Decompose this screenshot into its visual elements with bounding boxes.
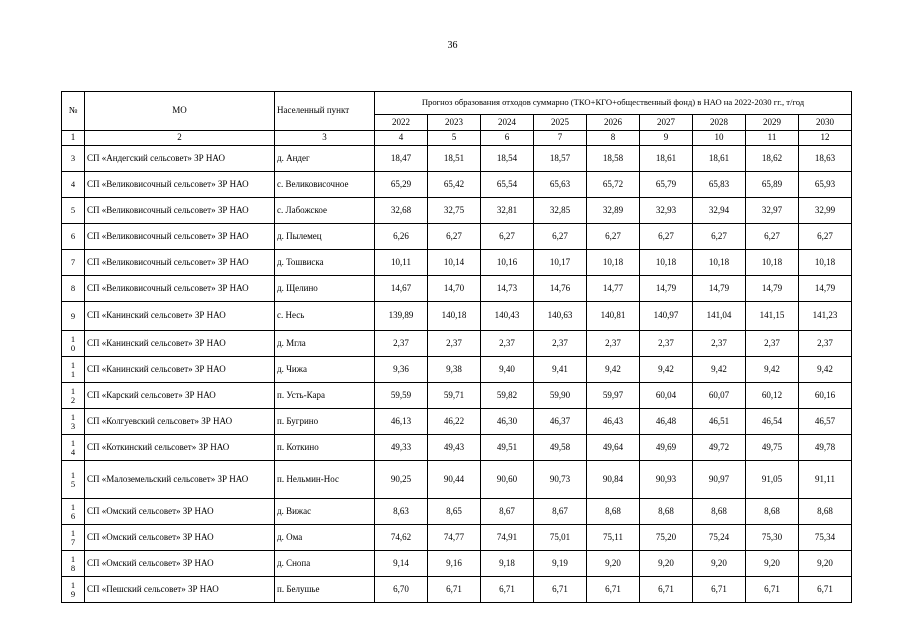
settlement-cell: д. Ома bbox=[275, 525, 375, 551]
header-num: № bbox=[62, 92, 85, 131]
settlement-cell: с. Лабожское bbox=[275, 198, 375, 224]
column-index-cell: 5 bbox=[428, 131, 481, 146]
row-number: 9 bbox=[62, 302, 85, 331]
municipality-cell: СП «Великовисочный сельсовет» ЗР НАО bbox=[85, 250, 275, 276]
page-number: 36 bbox=[447, 40, 458, 51]
value-cell: 9,42 bbox=[799, 357, 852, 383]
value-cell: 9,42 bbox=[693, 357, 746, 383]
value-cell: 6,71 bbox=[428, 577, 481, 603]
value-cell: 10,18 bbox=[746, 250, 799, 276]
value-cell: 8,68 bbox=[587, 499, 640, 525]
value-cell: 6,27 bbox=[481, 224, 534, 250]
value-cell: 141,04 bbox=[693, 302, 746, 331]
value-cell: 6,27 bbox=[693, 224, 746, 250]
year-header: 2026 bbox=[587, 115, 640, 131]
value-cell: 74,62 bbox=[375, 525, 428, 551]
value-cell: 8,65 bbox=[428, 499, 481, 525]
value-cell: 49,69 bbox=[640, 435, 693, 461]
value-cell: 6,71 bbox=[534, 577, 587, 603]
value-cell: 90,97 bbox=[693, 461, 746, 499]
column-index-cell: 4 bbox=[375, 131, 428, 146]
value-cell: 65,83 bbox=[693, 172, 746, 198]
value-cell: 46,43 bbox=[587, 409, 640, 435]
value-cell: 139,89 bbox=[375, 302, 428, 331]
column-index-cell: 7 bbox=[534, 131, 587, 146]
settlement-cell: д. Вижас bbox=[275, 499, 375, 525]
value-cell: 75,20 bbox=[640, 525, 693, 551]
value-cell: 6,26 bbox=[375, 224, 428, 250]
settlement-cell: д. Чижа bbox=[275, 357, 375, 383]
municipality-cell: СП «Коткинский сельсовет» ЗР НАО bbox=[85, 435, 275, 461]
row-number: 8 bbox=[62, 276, 85, 302]
value-cell: 49,64 bbox=[587, 435, 640, 461]
row-number: 1 4 bbox=[62, 435, 85, 461]
header-settlement: Населенный пункт bbox=[275, 92, 375, 131]
value-cell: 32,81 bbox=[481, 198, 534, 224]
value-cell: 141,23 bbox=[799, 302, 852, 331]
column-index-cell: 11 bbox=[746, 131, 799, 146]
year-header: 2022 bbox=[375, 115, 428, 131]
value-cell: 32,68 bbox=[375, 198, 428, 224]
value-cell: 60,16 bbox=[799, 383, 852, 409]
value-cell: 10,18 bbox=[799, 250, 852, 276]
value-cell: 8,68 bbox=[746, 499, 799, 525]
value-cell: 49,78 bbox=[799, 435, 852, 461]
value-cell: 6,71 bbox=[587, 577, 640, 603]
row-number: 1 5 bbox=[62, 461, 85, 499]
municipality-cell: СП «Великовисочный сельсовет» ЗР НАО bbox=[85, 276, 275, 302]
municipality-cell: СП «Андегский сельсовет» ЗР НАО bbox=[85, 146, 275, 172]
municipality-cell: СП «Карский сельсовет» ЗР НАО bbox=[85, 383, 275, 409]
value-cell: 46,30 bbox=[481, 409, 534, 435]
settlement-cell: д. Тошвиска bbox=[275, 250, 375, 276]
value-cell: 14,70 bbox=[428, 276, 481, 302]
value-cell: 6,27 bbox=[428, 224, 481, 250]
municipality-cell: СП «Омский сельсовет» ЗР НАО bbox=[85, 551, 275, 577]
value-cell: 90,84 bbox=[587, 461, 640, 499]
value-cell: 32,94 bbox=[693, 198, 746, 224]
value-cell: 8,68 bbox=[693, 499, 746, 525]
value-cell: 90,60 bbox=[481, 461, 534, 499]
value-cell: 60,12 bbox=[746, 383, 799, 409]
column-index-cell: 3 bbox=[275, 131, 375, 146]
value-cell: 18,61 bbox=[640, 146, 693, 172]
settlement-cell: п. Коткино bbox=[275, 435, 375, 461]
value-cell: 74,77 bbox=[428, 525, 481, 551]
value-cell: 14,76 bbox=[534, 276, 587, 302]
value-cell: 46,51 bbox=[693, 409, 746, 435]
value-cell: 75,34 bbox=[799, 525, 852, 551]
municipality-cell: СП «Великовисочный сельсовет» ЗР НАО bbox=[85, 198, 275, 224]
value-cell: 9,16 bbox=[428, 551, 481, 577]
value-cell: 75,30 bbox=[746, 525, 799, 551]
value-cell: 6,70 bbox=[375, 577, 428, 603]
value-cell: 46,48 bbox=[640, 409, 693, 435]
value-cell: 141,15 bbox=[746, 302, 799, 331]
value-cell: 10,14 bbox=[428, 250, 481, 276]
table-row bbox=[62, 224, 852, 250]
column-index-cell: 2 bbox=[85, 131, 275, 146]
municipality-cell: СП «Омский сельсовет» ЗР НАО bbox=[85, 499, 275, 525]
year-header: 2028 bbox=[693, 115, 746, 131]
settlement-cell: п. Усть-Кара bbox=[275, 383, 375, 409]
value-cell: 18,61 bbox=[693, 146, 746, 172]
value-cell: 65,42 bbox=[428, 172, 481, 198]
value-cell: 6,71 bbox=[799, 577, 852, 603]
municipality-cell: СП «Колгуевский сельсовет» ЗР НАО bbox=[85, 409, 275, 435]
value-cell: 9,42 bbox=[746, 357, 799, 383]
column-index-cell: 1 bbox=[62, 131, 85, 146]
value-cell: 18,63 bbox=[799, 146, 852, 172]
header-mo: МО bbox=[85, 92, 275, 131]
row-number: 1 3 bbox=[62, 409, 85, 435]
value-cell: 59,90 bbox=[534, 383, 587, 409]
table-row bbox=[62, 302, 852, 331]
value-cell: 32,97 bbox=[746, 198, 799, 224]
header-row bbox=[62, 92, 852, 115]
table-row bbox=[62, 276, 852, 302]
value-cell: 2,37 bbox=[534, 331, 587, 357]
row-number: 7 bbox=[62, 250, 85, 276]
value-cell: 65,63 bbox=[534, 172, 587, 198]
table-row bbox=[62, 409, 852, 435]
value-cell: 2,37 bbox=[746, 331, 799, 357]
value-cell: 9,36 bbox=[375, 357, 428, 383]
settlement-cell: п. Бугрино bbox=[275, 409, 375, 435]
column-index-cell: 10 bbox=[693, 131, 746, 146]
value-cell: 140,18 bbox=[428, 302, 481, 331]
waste-forecast-table bbox=[61, 91, 852, 603]
year-header: 2023 bbox=[428, 115, 481, 131]
value-cell: 14,77 bbox=[587, 276, 640, 302]
value-cell: 65,93 bbox=[799, 172, 852, 198]
value-cell: 6,27 bbox=[587, 224, 640, 250]
row-number: 6 bbox=[62, 224, 85, 250]
municipality-cell: СП «Канинский сельсовет» ЗР НАО bbox=[85, 302, 275, 331]
value-cell: 32,85 bbox=[534, 198, 587, 224]
value-cell: 9,20 bbox=[640, 551, 693, 577]
municipality-cell: СП «Омский сельсовет» ЗР НАО bbox=[85, 525, 275, 551]
value-cell: 140,43 bbox=[481, 302, 534, 331]
settlement-cell: п. Белушье bbox=[275, 577, 375, 603]
column-index-cell: 6 bbox=[481, 131, 534, 146]
value-cell: 9,14 bbox=[375, 551, 428, 577]
value-cell: 32,93 bbox=[640, 198, 693, 224]
column-index-cell: 8 bbox=[587, 131, 640, 146]
value-cell: 59,59 bbox=[375, 383, 428, 409]
value-cell: 6,27 bbox=[640, 224, 693, 250]
row-number: 1 2 bbox=[62, 383, 85, 409]
value-cell: 90,25 bbox=[375, 461, 428, 499]
value-cell: 91,11 bbox=[799, 461, 852, 499]
value-cell: 75,24 bbox=[693, 525, 746, 551]
header-forecast: Прогноз образования отходов суммарно (ТКО+КГО+общественный фонд) в НАО на 2022-2030 гг., т/год bbox=[375, 92, 852, 115]
value-cell: 10,18 bbox=[587, 250, 640, 276]
municipality-cell: СП «Канинский сельсовет» ЗР НАО bbox=[85, 357, 275, 383]
year-header: 2027 bbox=[640, 115, 693, 131]
value-cell: 91,05 bbox=[746, 461, 799, 499]
value-cell: 8,68 bbox=[799, 499, 852, 525]
table-row bbox=[62, 383, 852, 409]
value-cell: 14,67 bbox=[375, 276, 428, 302]
table-row bbox=[62, 461, 852, 499]
row-number: 3 bbox=[62, 146, 85, 172]
value-cell: 8,63 bbox=[375, 499, 428, 525]
settlement-cell: д. Мгла bbox=[275, 331, 375, 357]
value-cell: 140,81 bbox=[587, 302, 640, 331]
value-cell: 9,38 bbox=[428, 357, 481, 383]
value-cell: 6,27 bbox=[799, 224, 852, 250]
value-cell: 9,20 bbox=[746, 551, 799, 577]
value-cell: 9,18 bbox=[481, 551, 534, 577]
year-header: 2030 bbox=[799, 115, 852, 131]
value-cell: 65,72 bbox=[587, 172, 640, 198]
value-cell: 6,27 bbox=[534, 224, 587, 250]
row-number: 1 7 bbox=[62, 525, 85, 551]
value-cell: 49,43 bbox=[428, 435, 481, 461]
settlement-cell: с. Несь bbox=[275, 302, 375, 331]
value-cell: 14,79 bbox=[640, 276, 693, 302]
value-cell: 14,79 bbox=[693, 276, 746, 302]
value-cell: 14,79 bbox=[799, 276, 852, 302]
value-cell: 2,37 bbox=[693, 331, 746, 357]
municipality-cell: СП «Великовисочный сельсовет» ЗР НАО bbox=[85, 224, 275, 250]
value-cell: 65,79 bbox=[640, 172, 693, 198]
value-cell: 6,71 bbox=[746, 577, 799, 603]
value-cell: 49,75 bbox=[746, 435, 799, 461]
row-number: 1 6 bbox=[62, 499, 85, 525]
table-row bbox=[62, 331, 852, 357]
value-cell: 65,54 bbox=[481, 172, 534, 198]
value-cell: 49,58 bbox=[534, 435, 587, 461]
value-cell: 10,17 bbox=[534, 250, 587, 276]
municipality-cell: СП «Канинский сельсовет» ЗР НАО bbox=[85, 331, 275, 357]
value-cell: 14,73 bbox=[481, 276, 534, 302]
value-cell: 18,57 bbox=[534, 146, 587, 172]
row-number: 1 1 bbox=[62, 357, 85, 383]
value-cell: 6,71 bbox=[481, 577, 534, 603]
value-cell: 49,51 bbox=[481, 435, 534, 461]
value-cell: 2,37 bbox=[799, 331, 852, 357]
value-cell: 8,67 bbox=[534, 499, 587, 525]
value-cell: 6,27 bbox=[746, 224, 799, 250]
value-cell: 18,62 bbox=[746, 146, 799, 172]
value-cell: 49,33 bbox=[375, 435, 428, 461]
value-cell: 18,47 bbox=[375, 146, 428, 172]
value-cell: 10,18 bbox=[693, 250, 746, 276]
value-cell: 9,20 bbox=[587, 551, 640, 577]
municipality-cell: СП «Малоземельский сельсовет» ЗР НАО bbox=[85, 461, 275, 499]
value-cell: 10,18 bbox=[640, 250, 693, 276]
table-row bbox=[62, 499, 852, 525]
table-row bbox=[62, 198, 852, 224]
value-cell: 10,11 bbox=[375, 250, 428, 276]
value-cell: 90,44 bbox=[428, 461, 481, 499]
value-cell: 59,97 bbox=[587, 383, 640, 409]
settlement-cell: п. Нельмин-Нос bbox=[275, 461, 375, 499]
municipality-cell: СП «Великовисочный сельсовет» ЗР НАО bbox=[85, 172, 275, 198]
column-index-cell: 9 bbox=[640, 131, 693, 146]
value-cell: 60,04 bbox=[640, 383, 693, 409]
row-number: 4 bbox=[62, 172, 85, 198]
value-cell: 140,97 bbox=[640, 302, 693, 331]
table-row bbox=[62, 551, 852, 577]
value-cell: 8,67 bbox=[481, 499, 534, 525]
value-cell: 18,51 bbox=[428, 146, 481, 172]
value-cell: 2,37 bbox=[428, 331, 481, 357]
table-row bbox=[62, 525, 852, 551]
settlement-cell: д. Андег bbox=[275, 146, 375, 172]
value-cell: 90,73 bbox=[534, 461, 587, 499]
value-cell: 75,01 bbox=[534, 525, 587, 551]
settlement-cell: д. Щелино bbox=[275, 276, 375, 302]
column-index-row bbox=[62, 131, 852, 146]
value-cell: 60,07 bbox=[693, 383, 746, 409]
settlement-cell: д. Пылемец bbox=[275, 224, 375, 250]
value-cell: 18,54 bbox=[481, 146, 534, 172]
year-header: 2024 bbox=[481, 115, 534, 131]
row-number: 5 bbox=[62, 198, 85, 224]
value-cell: 6,71 bbox=[693, 577, 746, 603]
municipality-cell: СП «Пешский сельсовет» ЗР НАО bbox=[85, 577, 275, 603]
value-cell: 46,22 bbox=[428, 409, 481, 435]
value-cell: 2,37 bbox=[375, 331, 428, 357]
value-cell: 9,20 bbox=[693, 551, 746, 577]
value-cell: 140,63 bbox=[534, 302, 587, 331]
row-number: 1 8 bbox=[62, 551, 85, 577]
value-cell: 59,82 bbox=[481, 383, 534, 409]
value-cell: 32,89 bbox=[587, 198, 640, 224]
value-cell: 46,37 bbox=[534, 409, 587, 435]
value-cell: 9,40 bbox=[481, 357, 534, 383]
value-cell: 59,71 bbox=[428, 383, 481, 409]
row-number: 1 9 bbox=[62, 577, 85, 603]
value-cell: 8,68 bbox=[640, 499, 693, 525]
column-index-cell: 12 bbox=[799, 131, 852, 146]
settlement-cell: д. Снопа bbox=[275, 551, 375, 577]
table-body bbox=[62, 131, 852, 603]
year-header: 2029 bbox=[746, 115, 799, 131]
value-cell: 10,16 bbox=[481, 250, 534, 276]
value-cell: 2,37 bbox=[587, 331, 640, 357]
table-row bbox=[62, 146, 852, 172]
table-row bbox=[62, 250, 852, 276]
value-cell: 9,42 bbox=[640, 357, 693, 383]
value-cell: 46,54 bbox=[746, 409, 799, 435]
value-cell: 90,93 bbox=[640, 461, 693, 499]
value-cell: 65,89 bbox=[746, 172, 799, 198]
value-cell: 9,19 bbox=[534, 551, 587, 577]
value-cell: 65,29 bbox=[375, 172, 428, 198]
value-cell: 14,79 bbox=[746, 276, 799, 302]
value-cell: 9,20 bbox=[799, 551, 852, 577]
value-cell: 9,42 bbox=[587, 357, 640, 383]
value-cell: 2,37 bbox=[481, 331, 534, 357]
value-cell: 32,99 bbox=[799, 198, 852, 224]
table-row bbox=[62, 435, 852, 461]
table-row bbox=[62, 172, 852, 198]
value-cell: 74,91 bbox=[481, 525, 534, 551]
value-cell: 2,37 bbox=[640, 331, 693, 357]
year-header: 2025 bbox=[534, 115, 587, 131]
table-row bbox=[62, 357, 852, 383]
value-cell: 75,11 bbox=[587, 525, 640, 551]
table-row bbox=[62, 577, 852, 603]
value-cell: 46,13 bbox=[375, 409, 428, 435]
value-cell: 32,75 bbox=[428, 198, 481, 224]
settlement-cell: с. Великовисочное bbox=[275, 172, 375, 198]
value-cell: 18,58 bbox=[587, 146, 640, 172]
row-number: 1 0 bbox=[62, 331, 85, 357]
value-cell: 9,41 bbox=[534, 357, 587, 383]
value-cell: 49,72 bbox=[693, 435, 746, 461]
value-cell: 46,57 bbox=[799, 409, 852, 435]
value-cell: 6,71 bbox=[640, 577, 693, 603]
